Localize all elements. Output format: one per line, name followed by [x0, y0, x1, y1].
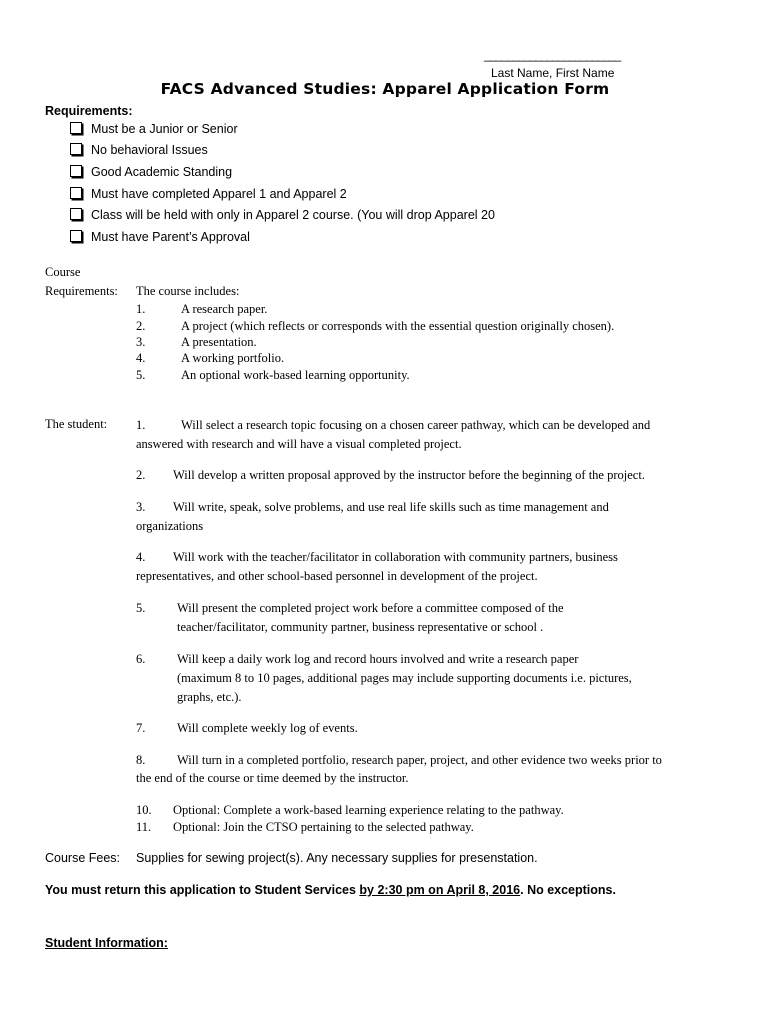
course-intro: The course includes:	[136, 284, 240, 298]
student-item-continuation: answered with research and will have a visual completed project.	[136, 437, 462, 451]
requirement-text: Must have Parent’s Approval	[91, 230, 250, 244]
student-item-text: Will turn in a completed portfolio, research paper, project, and other evidence two weeks prior to	[177, 753, 662, 767]
student-item-text: Will complete weekly log of events.	[177, 721, 358, 735]
course-item-text: A presentation.	[181, 335, 257, 349]
checkbox-icon[interactable]	[70, 143, 82, 155]
student-item-number: 4.	[136, 550, 146, 564]
requirement-text: Good Academic Standing	[91, 165, 233, 179]
requirement-item	[70, 165, 232, 179]
student-item-number: 1.	[136, 418, 146, 432]
student-item-text: Will write, speak, solve problems, and use real life skills such as time management and	[173, 500, 609, 514]
course-item-number: 3.	[136, 335, 146, 349]
requirement-text: Must have completed Apparel 1 and Apparel 2	[91, 187, 347, 201]
requirement-item	[70, 230, 250, 244]
student-item-text: Optional: Join the CTSO pertaining to the selected pathway.	[173, 820, 474, 834]
course-item-number: 2.	[136, 319, 146, 333]
student-item-number: 10.	[136, 803, 152, 817]
student-item-text: Optional: Complete a work-based learning experience relating to the pathway.	[173, 803, 564, 817]
student-information-heading: Student Information:	[45, 936, 168, 950]
student-item-number: 2.	[136, 468, 146, 482]
name-label: Last Name, First Name	[491, 66, 615, 80]
deadline-suffix: . No exceptions.	[520, 883, 616, 897]
course-fees-label: Course Fees:	[45, 851, 121, 865]
requirement-text: Class will be held with only in Apparel 2 course. (You will drop Apparel 20	[91, 208, 495, 222]
student-item-text-line2: (maximum 8 to 10 pages, additional pages may include supporting documents i.e. pictures,	[177, 671, 632, 685]
course-item-number: 5.	[136, 368, 146, 382]
student-item-number: 8.	[136, 753, 146, 767]
student-item-number: 6.	[136, 652, 146, 666]
checkbox-icon[interactable]	[70, 230, 82, 242]
course-requirements-label-line1: Course	[45, 265, 81, 279]
deadline-prefix: You must return this application to Student Services	[45, 883, 360, 897]
student-item-text: Will develop a written proposal approved by the instructor before the beginning of the project.	[173, 468, 645, 482]
page-title: FACS Advanced Studies: Apparel Application Form	[160, 80, 610, 98]
student-item-text: Will keep a daily work log and record hours involved and write a research paper	[177, 652, 579, 666]
student-item-continuation: representatives, and other school-based personnel in development of the project.	[136, 569, 538, 583]
checkbox-icon[interactable]	[70, 165, 82, 177]
requirement-text: Must be a Junior or Senior	[91, 122, 238, 136]
student-label: The student:	[45, 417, 108, 431]
requirement-item	[70, 143, 208, 157]
course-item-text: An optional work-based learning opportunity.	[181, 368, 410, 382]
course-requirements-label-line2: Requirements:	[45, 284, 118, 298]
requirement-item	[70, 208, 495, 222]
student-item-number: 3.	[136, 500, 146, 514]
course-item-text: A project (which reflects or corresponds with the essential question originally chosen).	[181, 319, 615, 333]
checkbox-icon[interactable]	[70, 187, 82, 199]
requirement-item	[70, 122, 238, 136]
course-fees-text: Supplies for sewing project(s). Any necessary supplies for presenstation.	[136, 851, 538, 865]
course-item-number: 4.	[136, 351, 146, 365]
checkbox-icon[interactable]	[70, 208, 82, 220]
student-item-text: Will present the completed project work before a committee composed of the	[177, 601, 564, 615]
name-signature-line: ________________________	[484, 48, 621, 62]
student-item-text-line3: graphs, etc.).	[177, 690, 242, 704]
deadline-date: by 2:30 pm on April 8, 2016	[359, 883, 521, 897]
requirement-item	[70, 187, 347, 201]
course-item-text: A research paper.	[181, 302, 268, 316]
course-item-text: A working portfolio.	[181, 351, 285, 365]
student-item-continuation: the end of the course or time deemed by the instructor.	[136, 771, 409, 785]
course-item-number: 1.	[136, 302, 146, 316]
student-item-number: 7.	[136, 721, 146, 735]
requirements-heading: Requirements:	[45, 104, 133, 118]
student-item-text: Will select a research topic focusing on a chosen career pathway, which can be developed and	[181, 418, 651, 432]
student-item-text: Will work with the teacher/facilitator in collaboration with community partners, business	[173, 550, 618, 564]
student-item-number: 11.	[136, 820, 152, 834]
student-item-continuation: organizations	[136, 519, 204, 533]
student-item-text-line2: teacher/facilitator, community partner, business representative or school .	[177, 620, 544, 634]
student-item-number: 5.	[136, 601, 146, 615]
requirement-text: No behavioral Issues	[91, 143, 208, 157]
checkbox-icon[interactable]	[70, 122, 82, 134]
deadline-notice	[45, 883, 616, 897]
